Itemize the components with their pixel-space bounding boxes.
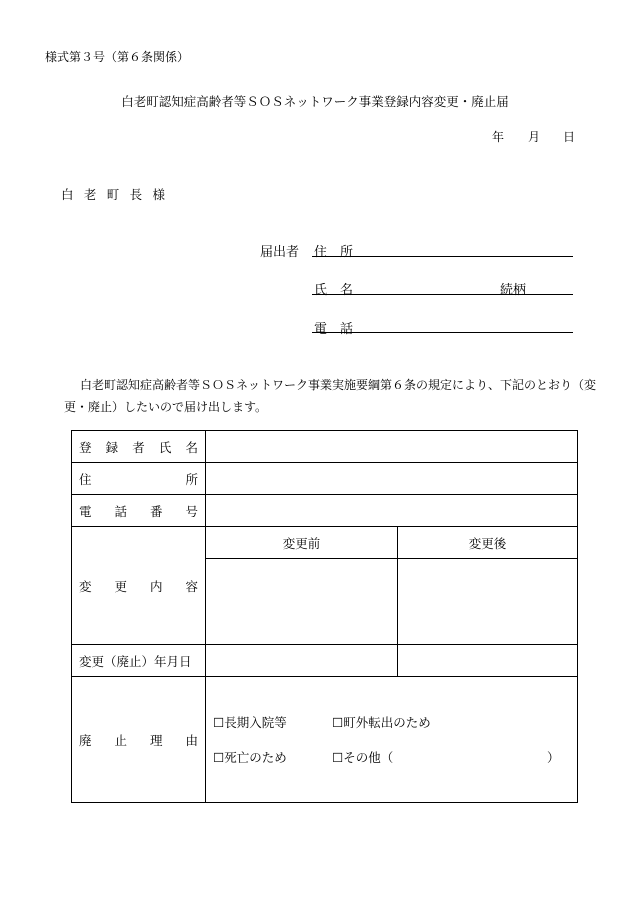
address-underline[interactable] xyxy=(312,256,573,257)
addressee-char: 白 xyxy=(61,187,74,202)
table-row xyxy=(72,463,578,495)
notifier-phone-label: 電 話 xyxy=(314,322,354,337)
registrant-name-label xyxy=(72,431,206,463)
before-change-field[interactable] xyxy=(206,559,398,645)
checkbox-icon[interactable]: ☐ xyxy=(332,750,344,765)
body-text-line2: 更・廃止）したいので届け出します。 xyxy=(64,400,268,414)
addressee-char: 長 xyxy=(129,187,143,202)
reason-moved-option[interactable] xyxy=(332,713,431,731)
label-char: 更 xyxy=(114,578,127,594)
address-label xyxy=(72,463,206,495)
reason-moved-label: 町外転出のため xyxy=(343,715,431,730)
addressee-char: 町 xyxy=(106,187,120,202)
notifier-name-label: 氏 名 xyxy=(314,283,354,298)
form-number: 様式第３号（第６条関係） xyxy=(45,50,190,64)
checkbox-icon[interactable]: ☐ xyxy=(213,715,225,730)
change-date-extra-field[interactable] xyxy=(398,645,578,677)
registrant-name-field[interactable] xyxy=(206,431,578,463)
date-year: 年 xyxy=(492,130,505,144)
label-char: 住 xyxy=(79,471,92,487)
table-row xyxy=(72,431,578,463)
name-underline[interactable] xyxy=(312,294,573,295)
phone-number-label xyxy=(72,495,206,527)
label-char: 氏 xyxy=(158,439,172,455)
reason-other-label: その他（ xyxy=(343,750,394,765)
reason-death-option[interactable] xyxy=(213,748,332,766)
reason-other-option[interactable] xyxy=(332,748,547,766)
table-row xyxy=(72,645,578,677)
label-char: 変 xyxy=(79,578,92,594)
registration-change-table xyxy=(71,430,578,803)
label-char: 廃 xyxy=(79,732,92,748)
after-change-field[interactable] xyxy=(398,559,578,645)
change-date-label xyxy=(72,645,206,677)
checkbox-icon[interactable]: ☐ xyxy=(213,750,225,765)
before-change-label: 変更前 xyxy=(282,535,321,551)
change-date-field[interactable] xyxy=(206,645,398,677)
table-row xyxy=(72,527,578,559)
body-text-line1: 白老町認知症高齢者等ＳＯＳネットワーク事業実施要綱第６条の規定により、下記のとおり（変 xyxy=(80,378,597,392)
label-char: 名 xyxy=(185,439,198,455)
document-title: 白老町認知症高齢者等ＳＯＳネットワーク事業登録内容変更・廃止届 xyxy=(121,94,509,109)
notifier-address-label: 住 所 xyxy=(314,245,354,260)
label-char: 所 xyxy=(185,471,198,487)
reason-other-close: ） xyxy=(547,750,560,765)
phone-underline[interactable] xyxy=(312,332,573,333)
reason-death-label: 死亡のため xyxy=(224,750,287,765)
table-row xyxy=(72,495,578,527)
checkbox-icon[interactable]: ☐ xyxy=(332,715,344,730)
label-char: 由 xyxy=(185,732,198,748)
label-char: 内 xyxy=(149,578,163,594)
change-content-label xyxy=(72,527,206,645)
date-day: 日 xyxy=(563,130,576,144)
change-date-label-text: 変更（廃止）年月日 xyxy=(79,653,192,669)
phone-number-field[interactable] xyxy=(206,495,578,527)
notifier-relation-label: 続柄 xyxy=(500,283,527,298)
address-field[interactable] xyxy=(206,463,578,495)
table-row xyxy=(72,677,578,803)
addressee-char: 様 xyxy=(152,187,165,202)
after-change-header xyxy=(398,527,578,559)
reason-hospital-label: 長期入院等 xyxy=(224,715,287,730)
label-char: 号 xyxy=(185,503,198,519)
reason-hospital-option[interactable] xyxy=(213,713,332,731)
label-char: 止 xyxy=(114,732,127,748)
label-char: 登 xyxy=(79,439,92,455)
addressee xyxy=(61,185,165,203)
date-month: 月 xyxy=(528,130,541,144)
abolition-reason-label xyxy=(72,677,206,803)
label-char: 番 xyxy=(149,503,163,519)
before-change-header xyxy=(206,527,398,559)
addressee-char: 老 xyxy=(83,187,97,202)
after-change-label: 変更後 xyxy=(468,535,507,551)
label-char: 録 xyxy=(105,439,119,455)
label-char: 理 xyxy=(149,732,163,748)
label-char: 話 xyxy=(114,503,127,519)
abolition-reason-options xyxy=(206,677,578,803)
label-char: 者 xyxy=(132,439,145,455)
label-char: 電 xyxy=(79,503,92,519)
label-char: 容 xyxy=(185,578,198,594)
notifier-label: 届出者 xyxy=(260,245,300,260)
